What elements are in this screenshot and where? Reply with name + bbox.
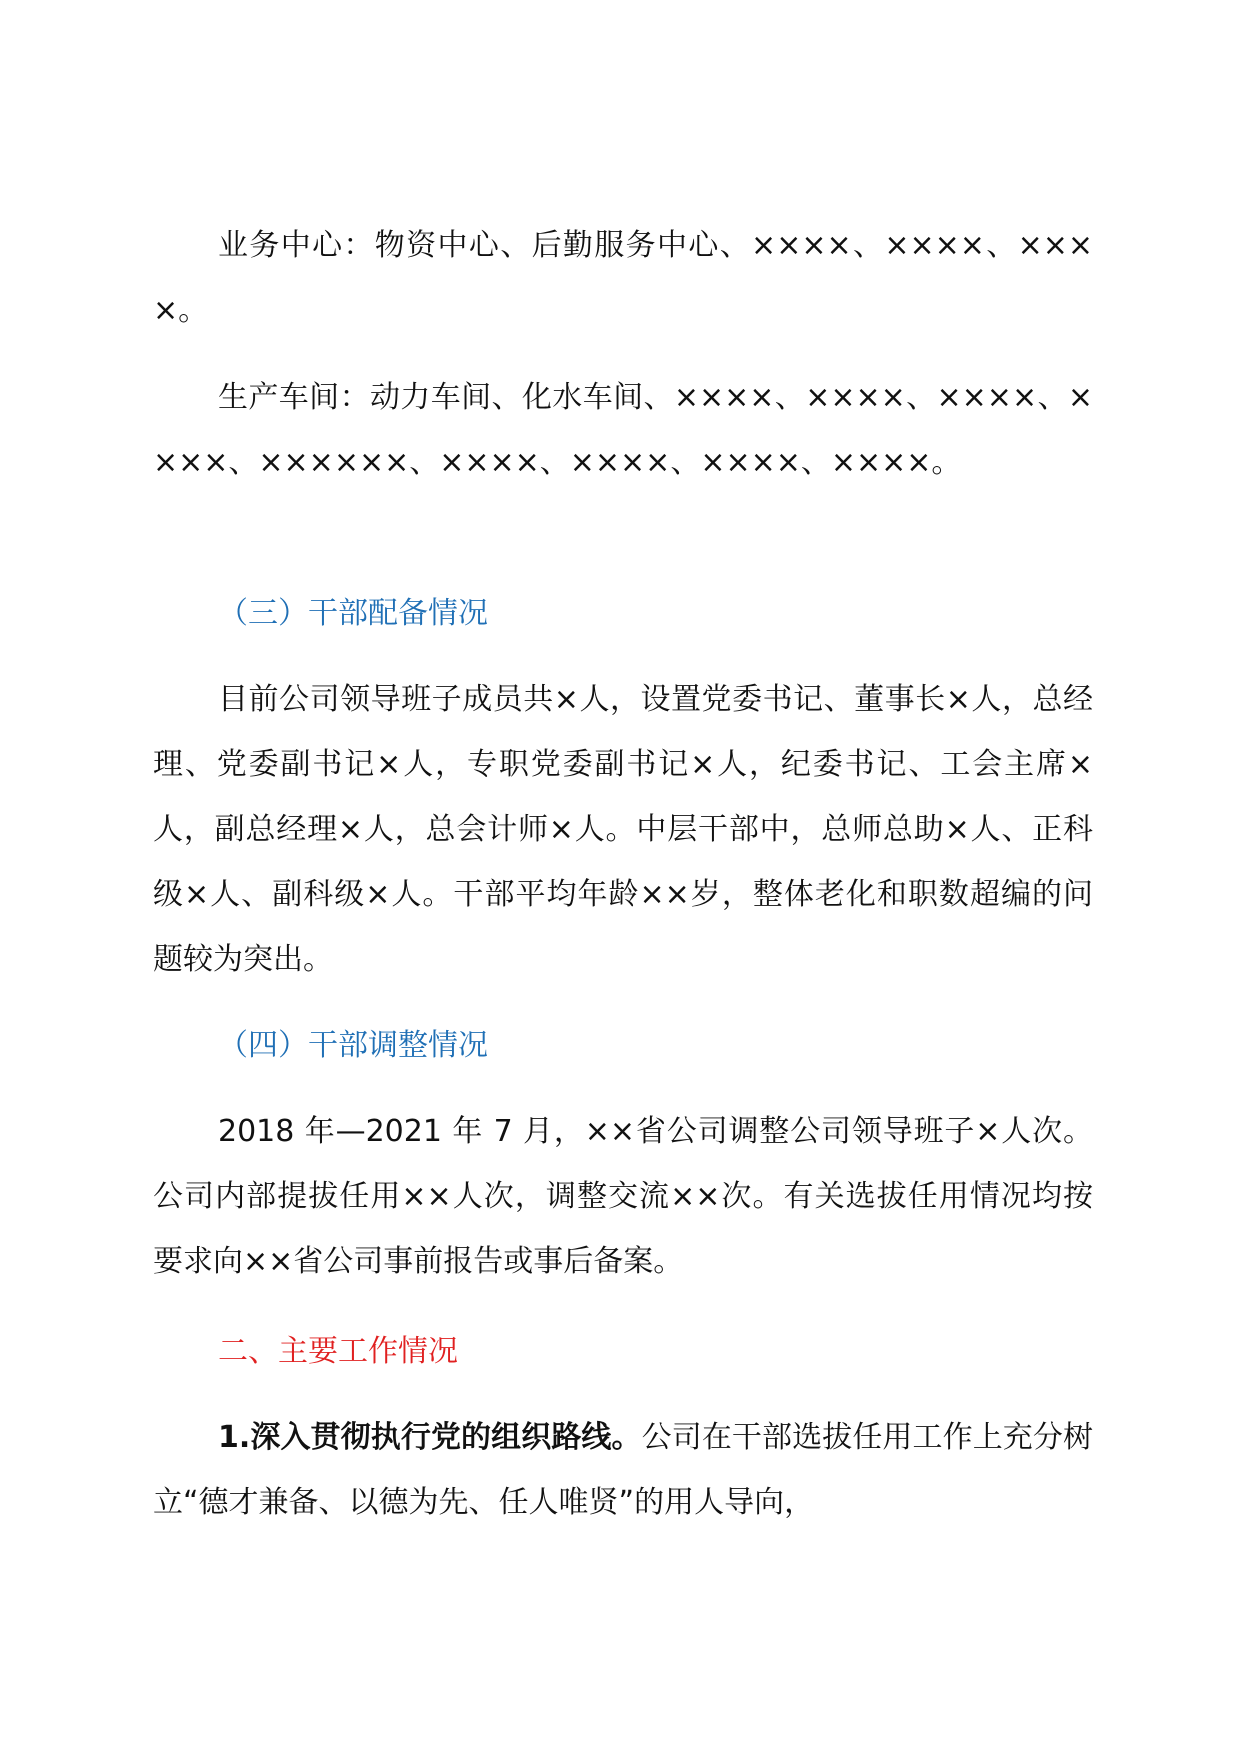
point-1-body: 公司在干部选拔任用工作上充分树立“德才兼备、以德为先、任人唯贤”的用人导向，	[153, 1420, 1093, 1520]
cadre-adjust-heading: （四）干部调整情况	[218, 1028, 488, 1063]
cadre-config-heading: （三）干部配备情况	[218, 596, 488, 631]
main-work-heading: 二、主要工作情况	[218, 1334, 458, 1369]
cadre-adjust-paragraph: 2018 年—2021 年 7 月，××省公司调整公司领导班子×人次。公司内部提拔任用××人次，调整交流××次。有关选拔任用情况均按要求向××省公司事前报告或事后备案。	[153, 1114, 1093, 1279]
point-1-lead: 1.深入贯彻执行党的组织路线。	[218, 1420, 642, 1455]
business-center-paragraph: 业务中心：物资中心、后勤服务中心、××××、××××、××××。	[153, 228, 1093, 328]
cadre-config-paragraph: 目前公司领导班子成员共×人，设置党委书记、董事长×人，总经理、党委副书记×人，专职党委副书记×人，纪委书记、工会主席×人，副总经理×人，总会计师×人。中层干部中，总师总助×人、正科级×人、副科级×人。干部平均年龄××岁，整体老化和职数超编的问题较为突出。	[153, 682, 1093, 977]
production-workshop-paragraph: 生产车间：动力车间、化水车间、××××、××××、××××、××××、××××××、××××、××××、××××、××××。	[153, 380, 1093, 480]
point-1-paragraph	[153, 1405, 1093, 1535]
